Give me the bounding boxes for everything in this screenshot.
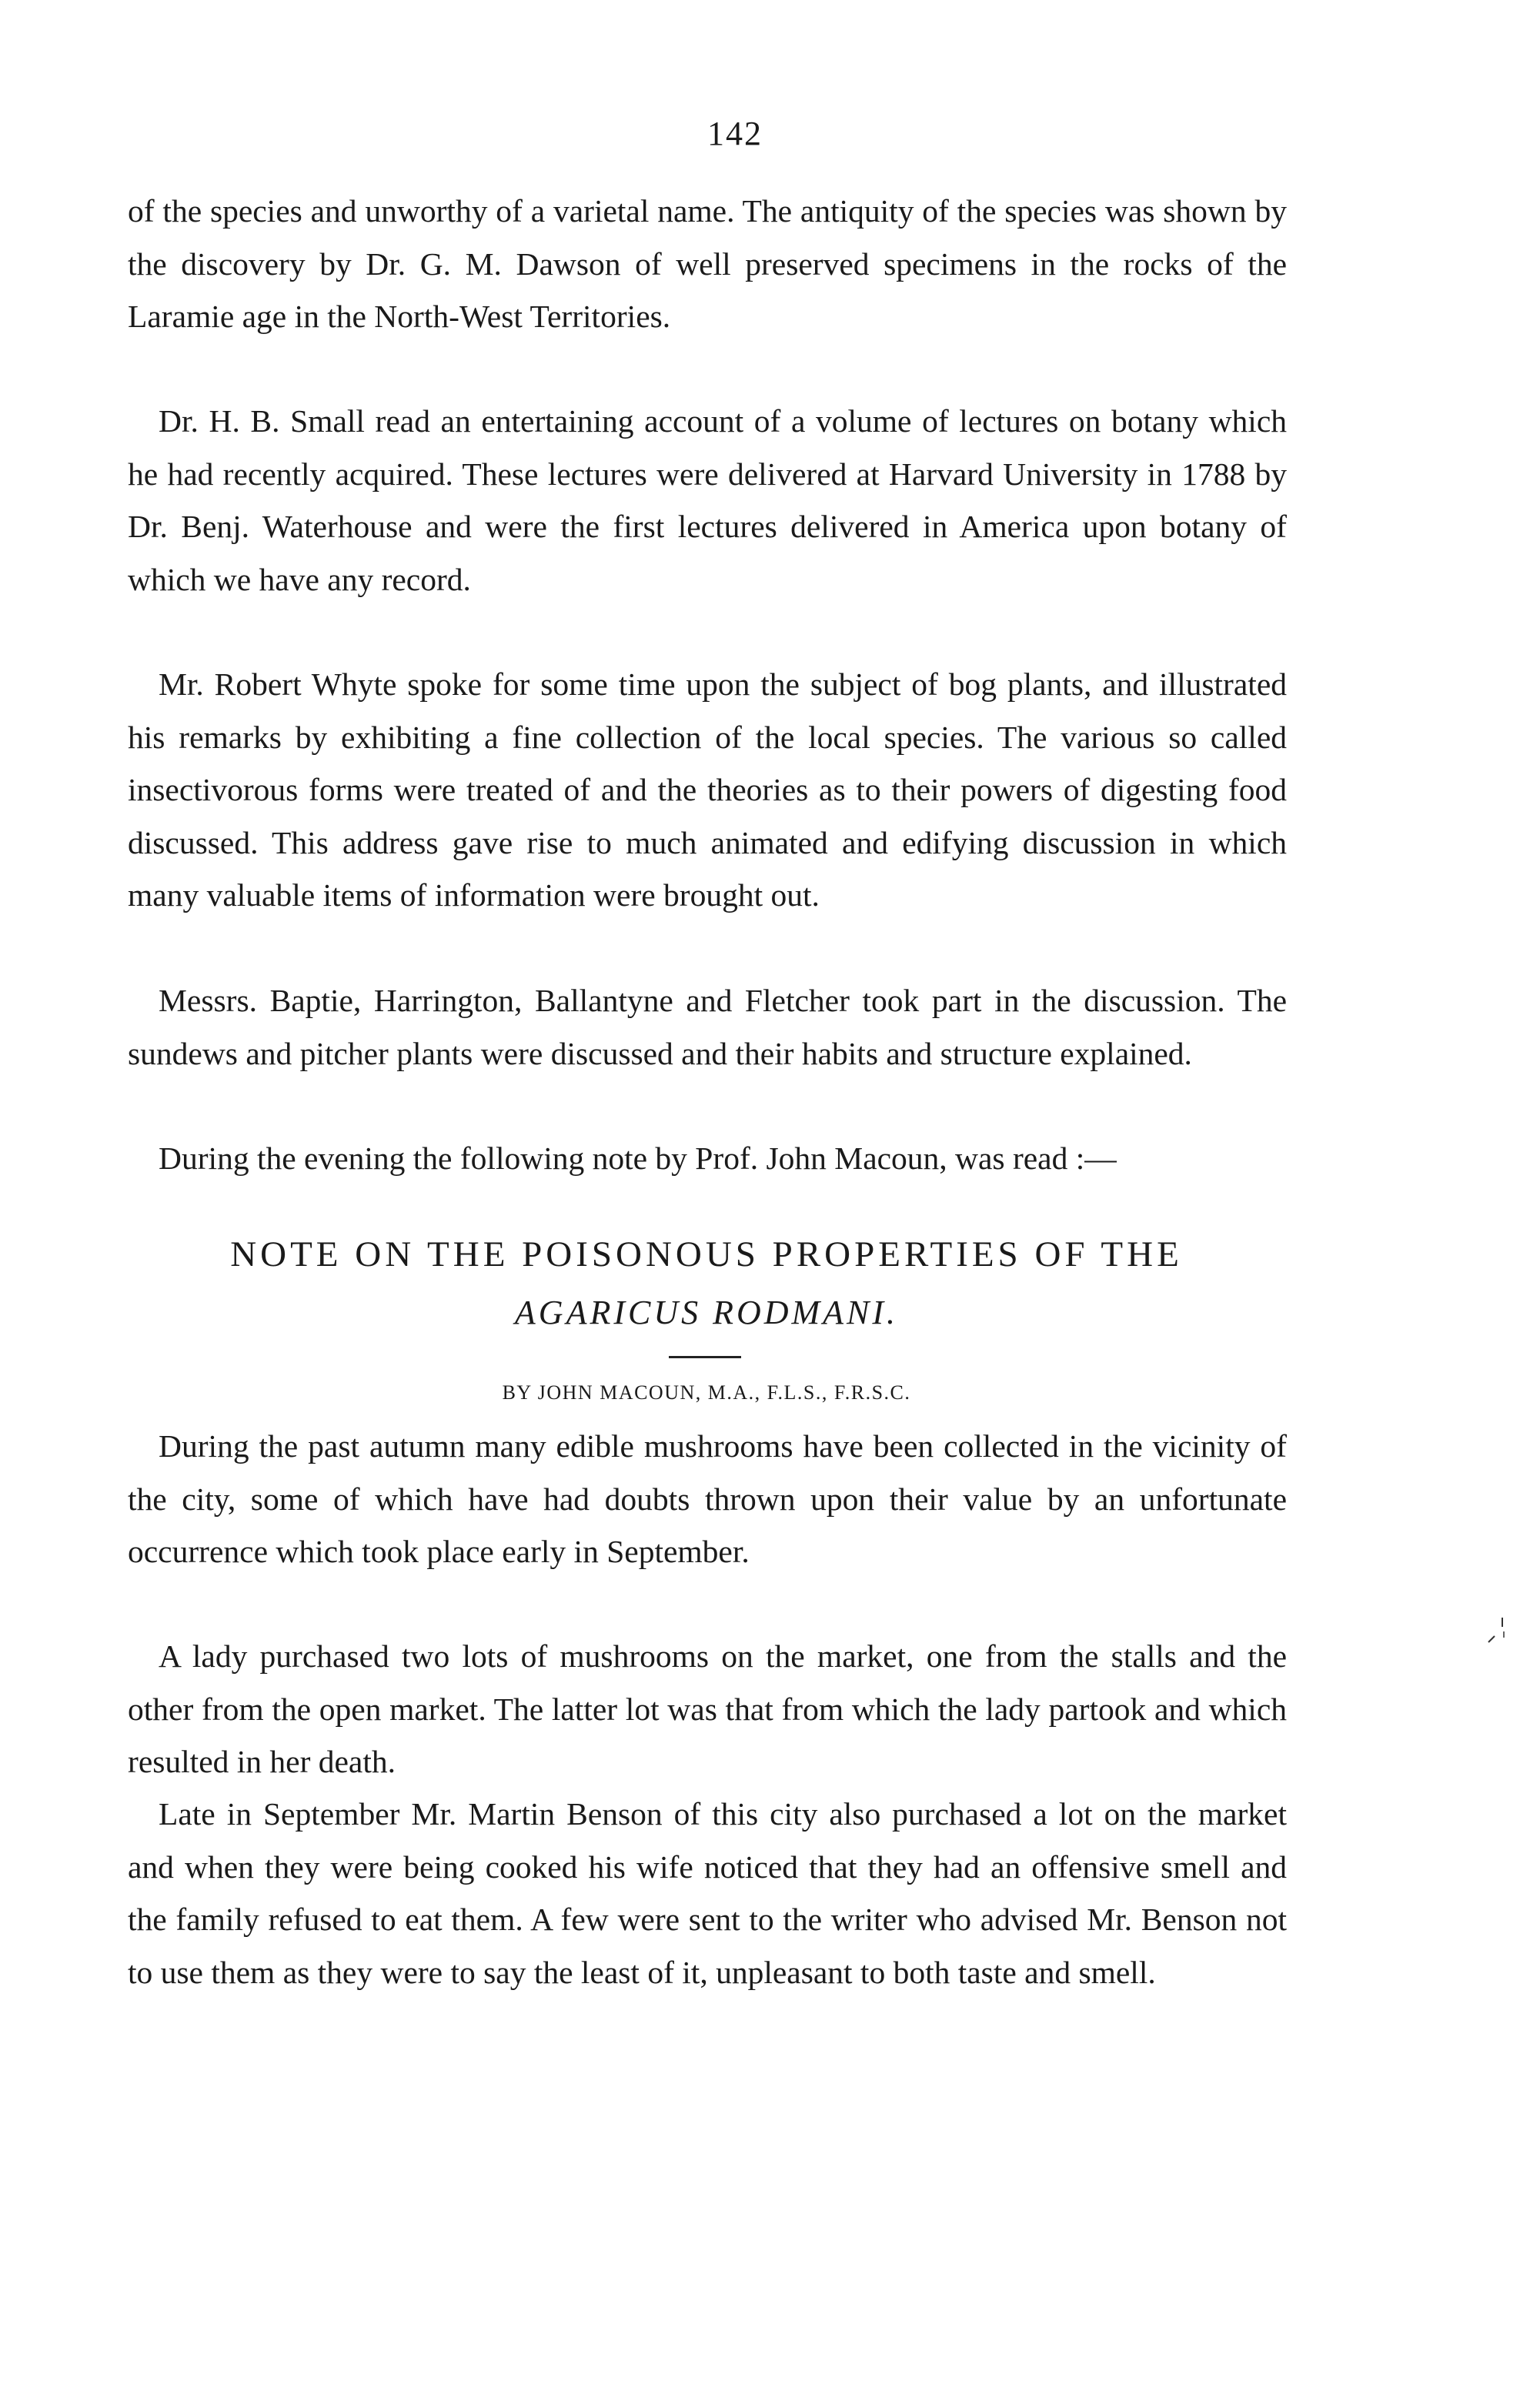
page-number: 142 [707, 115, 763, 152]
paragraph-evening-note: During the evening the following note by Prof. John Macoun, was read :— [159, 1140, 1117, 1176]
paragraph-antiquity: of the species and unworthy of a varietal name. The antiquity of the species was shown by the discovery by Dr. G. M. Dawson of well preserved specimens in the rocks of the Laramie age in the North-West Territories. [128, 193, 1287, 334]
paragraph-lady-purchase: A lady purchased two lots of mushrooms on the market, one from the stalls and the other from the open market. The latter lot was that from which the lady partook and which resulted in her death. [128, 1638, 1287, 1779]
note-title: NOTE ON THE POISONOUS PROPERTIES OF THE [230, 1234, 1183, 1274]
paragraph-whyte-bog-plants: Mr. Robert Whyte spoke for some time upon the subject of bog plants, and illustrated his remarks by exhibiting a fine collection of the local species. The various so called insectivorous forms were treated of and the theories as to their powers of digesting food discussed. This address gave rise to much animated and edifying discussion in which many valuable items of information were brought out. [128, 666, 1287, 913]
paragraph-small-lectures: Dr. H. B. Small read an entertaining account of a volume of lectures on botany which he had recently acquired. These lectures were delivered at Harvard University in 1788 by Dr. Benj. Waterhouse and were the first lectures delivered in America upon botany of which we have any record. [128, 403, 1287, 597]
paragraph-benson: Late in September Mr. Martin Benson of this city also purchased a lot on the market and when they were being cooked his wife noticed that they had an offensive smell and the family refused to eat them. A few were sent to the writer who advised Mr. Benson not to use them as they were to say the least of it, unpleasant to both taste and smell. [128, 1796, 1287, 1990]
title-divider [669, 1356, 741, 1358]
margin-mark [1485, 1616, 1508, 1647]
paragraph-autumn-mushrooms: During the past autumn many edible mushrooms have been collected in the vicinity of the city, some of which have had doubts thrown upon their value by an unfortunate occurrence which took place early in September. [128, 1428, 1287, 1569]
note-byline: BY JOHN MACOUN, M.A., F.L.S., F.R.S.C. [502, 1381, 911, 1404]
note-subtitle: AGARICUS RODMANI. [514, 1294, 899, 1331]
paragraph-discussion: Messrs. Baptie, Harrington, Ballantyne and Fletcher took part in the discussion. The sundews and pitcher plants were discussed and their habits and structure explained. [128, 983, 1287, 1071]
